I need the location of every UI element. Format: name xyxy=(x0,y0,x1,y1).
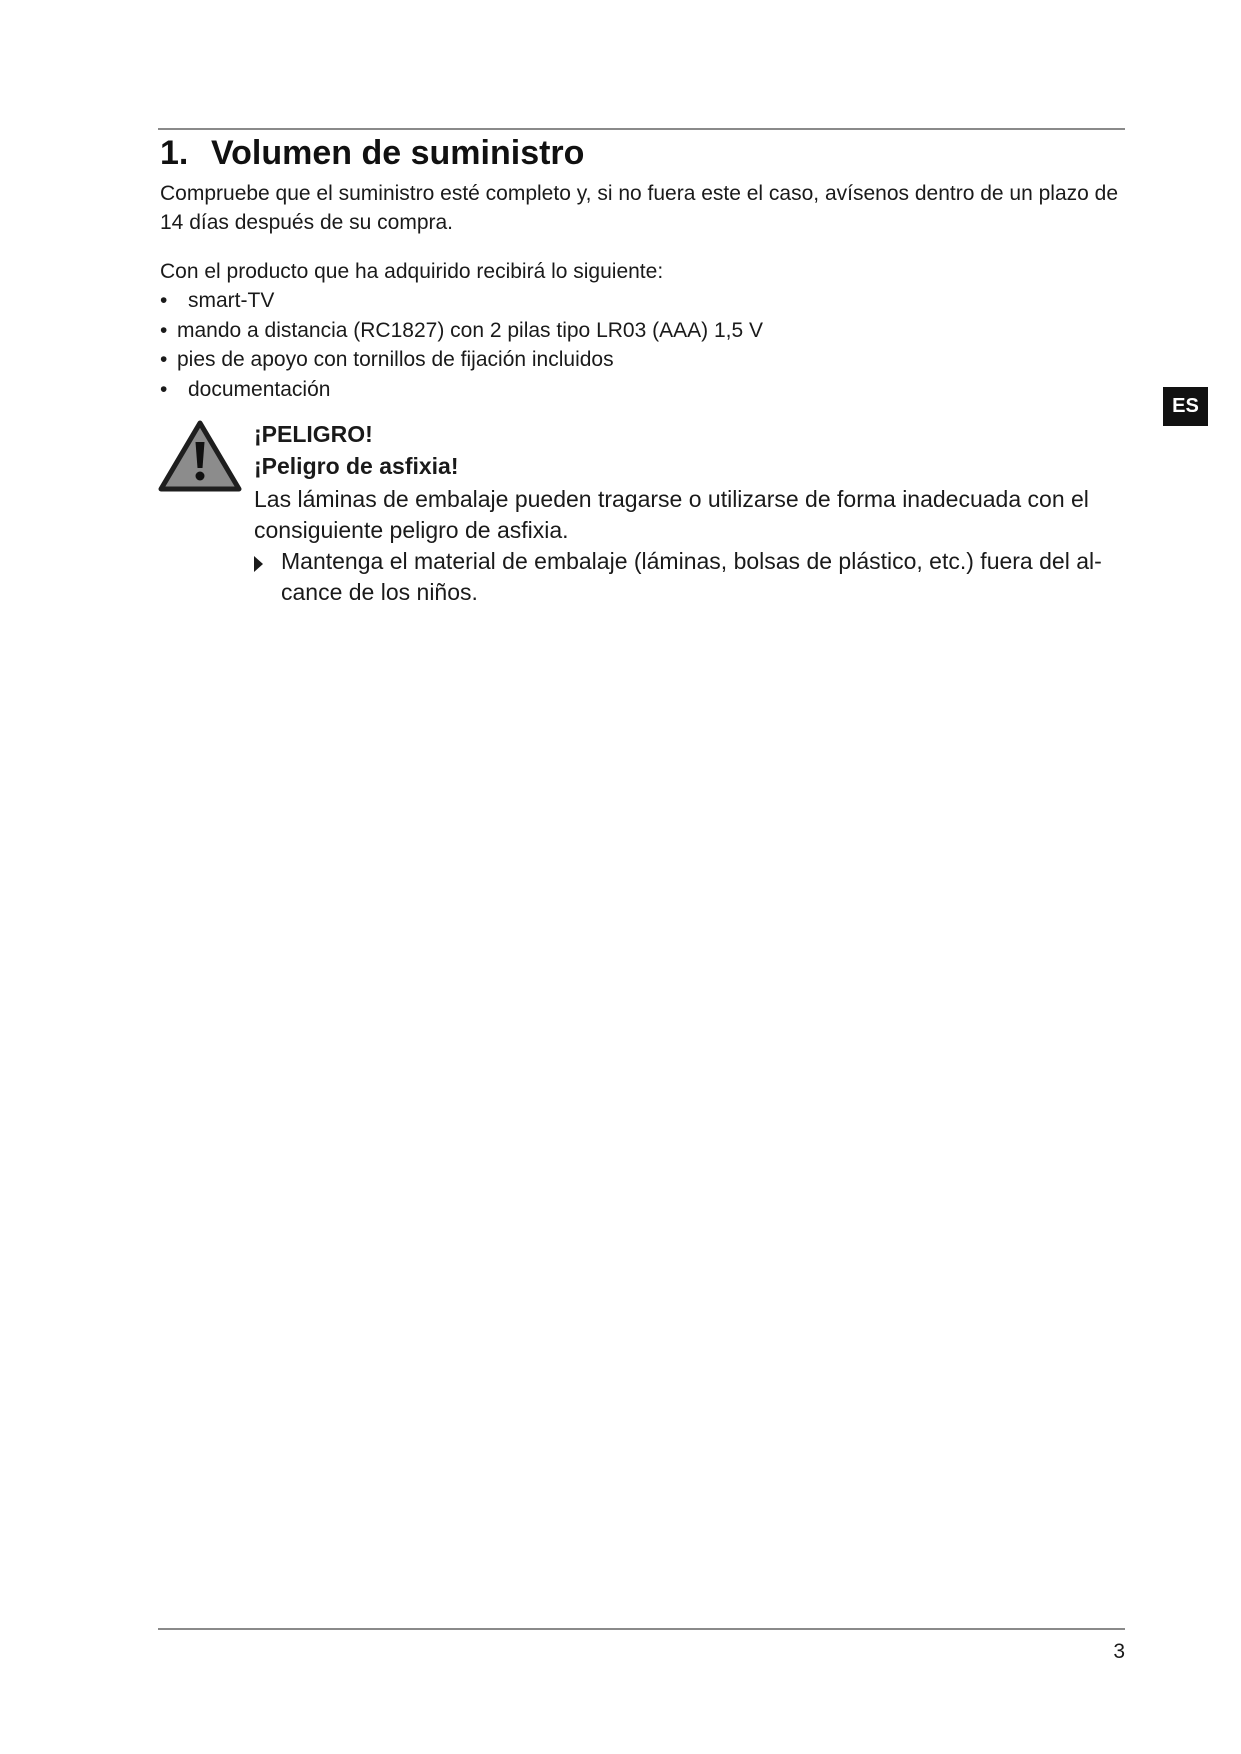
list-item-text: mando a distancia (RC1827) con 2 pilas tipo LR03 (AAA) 1,5 V xyxy=(177,318,763,342)
bullet: • xyxy=(160,318,168,342)
list-item xyxy=(160,286,763,316)
list-item-text: documentación xyxy=(188,377,331,401)
section-heading xyxy=(160,134,584,173)
section-number: 1. xyxy=(160,134,189,172)
warning-triangle-icon xyxy=(158,420,242,492)
list-item xyxy=(160,316,763,346)
list-item xyxy=(160,375,763,405)
contents-lead: Con el producto que ha adquirido recibirá lo siguiente: xyxy=(160,260,664,283)
header-rule xyxy=(158,128,1125,130)
warning-instruction xyxy=(254,546,1124,608)
list-item-text: smart-TV xyxy=(188,289,275,312)
contents-list xyxy=(160,286,763,404)
section-title: Volumen de suministro xyxy=(211,134,585,172)
warning-description: Las láminas de embalaje pueden tragarse o utilizarse de forma inadecuada con el consiguiente peligro de asfixia. xyxy=(254,486,1089,543)
bullet: • xyxy=(160,377,168,401)
warning-level: ¡PELIGRO! xyxy=(254,421,373,447)
intro-paragraph: Compruebe que el suministro esté completo y, si no fuera este el caso, avísenos dentro de un plazo de 14 días después de su compra. xyxy=(160,182,1118,234)
language-tab: ES xyxy=(1163,387,1208,426)
warning-hazard: ¡Peligro de asfixia! xyxy=(254,453,459,479)
list-item-text: pies de apoyo con tornillos de fijación incluidos xyxy=(177,348,614,371)
list-item xyxy=(160,345,763,375)
arrow-right-icon xyxy=(254,556,263,572)
warning-instruction-text: Mantenga el material de embalaje (láminas, bolsas de plástico, etc.) fuera del al-cance de los niños. xyxy=(281,548,1102,605)
footer-rule xyxy=(158,1628,1125,1630)
bullet: • xyxy=(160,348,168,371)
page-number: 3 xyxy=(1113,1640,1125,1663)
bullet: • xyxy=(160,289,168,312)
